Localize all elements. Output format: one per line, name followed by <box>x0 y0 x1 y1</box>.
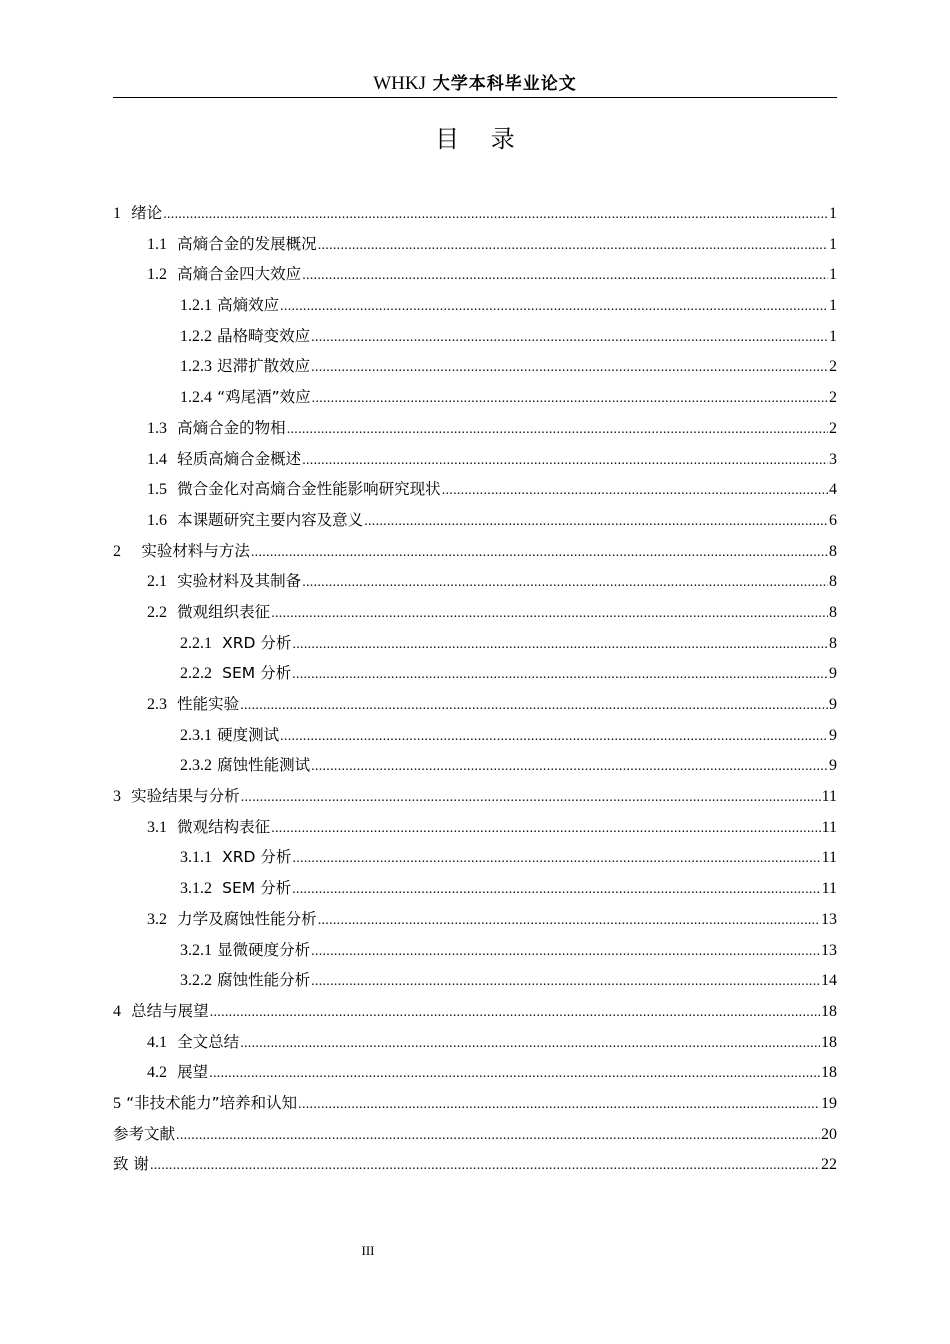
toc-entry-title: “非技术能力”培养和认知 <box>126 1093 298 1112</box>
toc-entry-page: 11 <box>821 849 837 867</box>
toc-dot-leader <box>318 231 828 262</box>
toc-entry-label <box>180 382 311 414</box>
toc-entry-label <box>147 597 270 629</box>
toc-entry-number: 3.2.2 <box>180 972 212 990</box>
toc-entry-title: SEM 分析 <box>222 664 292 683</box>
toc-entry[interactable] <box>113 1027 837 1058</box>
toc-entry[interactable] <box>113 259 837 290</box>
toc-entry-title: 全文总结 <box>177 1032 240 1051</box>
toc-entry-page: 18 <box>821 1002 837 1020</box>
toc-entry[interactable] <box>113 658 837 689</box>
toc-dot-leader <box>318 906 820 937</box>
toc-entry-gap <box>167 479 177 498</box>
page-header <box>113 72 837 96</box>
toc-entry-gap <box>121 1001 131 1020</box>
toc-dot-leader <box>251 538 828 569</box>
toc-entry[interactable] <box>113 229 837 260</box>
table-of-contents <box>113 198 837 1180</box>
toc-entry[interactable] <box>113 842 837 873</box>
toc-entry[interactable] <box>113 965 837 996</box>
toc-entry-title: 高熵合金的发展概况 <box>177 234 317 253</box>
toc-dot-leader <box>210 998 820 1029</box>
toc-entry[interactable] <box>113 536 837 567</box>
toc-entry[interactable] <box>113 720 837 751</box>
toc-entry-page: 11 <box>821 788 837 806</box>
toc-entry-title: 高熵合金的物相 <box>177 418 286 437</box>
toc-entry-page: 13 <box>821 941 837 959</box>
toc-entry[interactable] <box>113 413 837 444</box>
toc-entry-label <box>180 290 279 322</box>
toc-entry-label <box>180 842 291 874</box>
toc-entry-label <box>113 781 240 813</box>
toc-entry-number: 2.3.2 <box>180 757 212 775</box>
toc-entry-title: 性能实验 <box>177 695 240 713</box>
toc-entry-number: 1.4 <box>147 450 167 468</box>
toc-entry[interactable] <box>113 812 837 843</box>
toc-entry-number: 4.2 <box>147 1064 167 1082</box>
toc-entry-number: 1.2.1 <box>180 297 212 315</box>
toc-entry-title: 腐蚀性能分析 <box>217 971 311 990</box>
toc-entry-number: 3.1.2 <box>180 880 212 898</box>
toc-entry-page: 8 <box>829 603 837 621</box>
toc-entry-page: 8 <box>829 573 837 591</box>
toc-entry-number: 2.1 <box>147 573 167 591</box>
toc-entry[interactable] <box>113 689 837 720</box>
toc-entry-title: 高熵效应 <box>217 296 280 315</box>
toc-entry-title: 展望 <box>177 1063 209 1082</box>
toc-entry[interactable] <box>113 628 837 659</box>
toc-entry-label <box>113 1119 175 1150</box>
toc-entry-title: “鸡尾酒”效应 <box>217 388 311 407</box>
toc-dot-leader <box>311 752 828 783</box>
toc-entry-number: 2 <box>113 542 121 560</box>
toc-entry-title: 微观结构表征 <box>177 817 271 836</box>
toc-entry-label <box>147 904 317 936</box>
toc-entry-gap <box>167 694 177 713</box>
toc-entry-page: 1 <box>829 205 837 222</box>
toc-entry-number: 1.5 <box>147 481 167 499</box>
toc-entry-title: SEM 分析 <box>222 879 292 898</box>
toc-entry[interactable] <box>113 996 837 1027</box>
toc-entry-gap <box>121 203 131 222</box>
toc-entry-number: 1 <box>113 205 121 222</box>
toc-entry[interactable] <box>113 904 837 935</box>
toc-entry-label <box>147 474 441 506</box>
toc-entry-label <box>180 658 291 690</box>
toc-dot-leader <box>280 722 828 753</box>
toc-dot-leader <box>163 200 828 231</box>
toc-entry-gap <box>212 847 222 866</box>
toc-entry-number: 4.1 <box>147 1033 167 1051</box>
toc-entry-number: 1.6 <box>147 511 167 529</box>
toc-entry-number: 1.1 <box>147 235 167 253</box>
toc-entry-number: 3.2.1 <box>180 941 212 959</box>
toc-entry-gap <box>167 1032 177 1051</box>
toc-entry-page: 9 <box>829 665 837 683</box>
toc-entry-page: 9 <box>829 726 837 744</box>
toc-entry-title: 迟滞扩散效应 <box>217 357 311 376</box>
toc-entry-page: 2 <box>829 419 837 437</box>
toc-dot-leader <box>280 292 828 323</box>
toc-dot-leader <box>302 568 828 599</box>
toc-entry-number: 3 <box>113 788 121 806</box>
toc-entry-page: 9 <box>829 696 837 713</box>
toc-dot-leader <box>302 261 828 292</box>
toc-entry-gap <box>167 1062 177 1081</box>
toc-entry[interactable] <box>113 505 837 536</box>
toc-dot-leader <box>287 415 828 446</box>
toc-entry-page: 22 <box>821 1156 837 1174</box>
toc-entry[interactable] <box>113 321 837 352</box>
toc-entry-label <box>113 996 209 1028</box>
toc-entry[interactable] <box>113 382 837 413</box>
header-brand: WHKJ <box>373 73 427 94</box>
toc-entry-page: 1 <box>829 235 837 253</box>
toc-entry-gap <box>212 633 222 652</box>
toc-entry-title: 绪论 <box>131 204 163 222</box>
toc-entry-page: 1 <box>829 327 837 345</box>
toc-dot-leader <box>240 1029 820 1060</box>
toc-dot-leader <box>311 323 828 354</box>
toc-entry-page: 8 <box>829 542 837 560</box>
toc-dot-leader <box>209 1059 820 1090</box>
toc-entry-page: 3 <box>829 450 837 468</box>
toc-entry[interactable] <box>113 1088 837 1119</box>
toc-dot-leader <box>298 1090 820 1121</box>
toc-entry-gap <box>167 909 177 928</box>
toc-entry[interactable] <box>113 1149 837 1180</box>
toc-dot-leader <box>292 660 828 691</box>
toc-entry-label <box>147 259 301 291</box>
toc-entry-label <box>147 689 239 721</box>
toc-entry[interactable] <box>113 444 837 475</box>
toc-entry-title: 硬度测试 <box>217 725 280 744</box>
toc-entry-label <box>147 566 301 598</box>
toc-entry-number: 1.2.3 <box>180 358 212 376</box>
toc-entry-label <box>113 1088 297 1120</box>
toc-entry-number: 5 <box>113 1094 121 1112</box>
toc-entry-number: 1.2 <box>147 266 167 284</box>
toc-dot-leader <box>302 446 828 477</box>
toc-title: 目 录 <box>435 125 527 153</box>
toc-dot-leader <box>311 353 828 384</box>
toc-entry-gap <box>167 264 177 283</box>
toc-entry-label <box>147 444 301 476</box>
toc-entry-title: 力学及腐蚀性能分析 <box>177 909 317 928</box>
toc-entry[interactable] <box>113 597 837 628</box>
toc-entry-page: 8 <box>829 634 837 652</box>
toc-entry[interactable] <box>113 351 837 382</box>
toc-entry-number: 1.2.2 <box>180 327 212 345</box>
toc-entry-number: 3.1.1 <box>180 849 212 867</box>
toc-entry-page: 18 <box>821 1033 837 1051</box>
toc-entry-gap <box>212 878 222 897</box>
toc-entry-page: 13 <box>821 910 837 928</box>
toc-entry[interactable] <box>113 290 837 321</box>
toc-entry-page: 4 <box>829 481 837 499</box>
toc-entry-page: 1 <box>829 297 837 315</box>
toc-entry[interactable] <box>113 1057 837 1088</box>
toc-entry-label <box>147 812 270 844</box>
toc-entry-page: 2 <box>829 389 837 407</box>
toc-entry-label <box>113 198 162 230</box>
toc-entry-title: XRD 分析 <box>222 848 292 867</box>
toc-dot-leader <box>312 384 828 415</box>
toc-entry-label <box>147 505 363 537</box>
toc-entry-title: 高熵合金四大效应 <box>177 265 302 284</box>
toc-dot-leader <box>442 476 828 507</box>
toc-dot-leader <box>292 875 820 906</box>
toc-entry-number: 2.2 <box>147 603 167 621</box>
toc-entry-number: 4 <box>113 1002 121 1020</box>
toc-entry-label <box>180 965 310 997</box>
toc-entry[interactable] <box>113 935 837 966</box>
toc-entry-number: 1.3 <box>147 419 167 437</box>
toc-dot-leader <box>271 599 828 630</box>
toc-entry-number: 2.2.1 <box>180 634 212 652</box>
toc-entry-title: 实验材料与方法 <box>141 541 250 560</box>
toc-entry-label <box>113 1149 149 1180</box>
toc-entry-gap <box>167 418 177 437</box>
page-number: III <box>361 1243 375 1258</box>
toc-entry-gap <box>121 786 131 805</box>
toc-entry-title: 轻质高熵合金概述 <box>177 449 302 468</box>
toc-entry-page: 14 <box>821 972 837 990</box>
toc-entry-label <box>147 1057 208 1089</box>
toc-entry-page: 11 <box>821 818 837 836</box>
toc-entry-page: 19 <box>821 1094 837 1112</box>
header-rule <box>113 97 837 98</box>
toc-entry-number: 2.2.2 <box>180 665 212 683</box>
toc-dot-leader <box>292 630 828 661</box>
toc-dot-leader <box>292 844 820 875</box>
toc-entry[interactable] <box>113 750 837 781</box>
toc-entry-page: 6 <box>829 511 837 529</box>
toc-entry-gap <box>167 234 177 253</box>
toc-entry-title: 致 谢 <box>113 1155 149 1174</box>
toc-entry-label <box>180 873 291 905</box>
toc-entry-title: 晶格畸变效应 <box>217 326 311 345</box>
toc-entry-number: 3.1 <box>147 818 167 836</box>
toc-entry-title: 总结与展望 <box>131 1001 209 1020</box>
toc-entry-title: 显微硬度分析 <box>217 940 311 959</box>
toc-entry[interactable] <box>113 873 837 904</box>
toc-entry-gap <box>167 571 177 590</box>
toc-entry-page: 20 <box>821 1125 837 1143</box>
toc-dot-leader <box>176 1121 820 1152</box>
toc-entry-title: 微合金化对高熵合金性能影响研究现状 <box>177 480 441 499</box>
toc-dot-leader <box>311 967 820 998</box>
toc-entry-page: 11 <box>821 880 837 898</box>
toc-entry[interactable] <box>113 1119 837 1150</box>
toc-entry-label <box>147 229 317 261</box>
toc-entry-title: 本课题研究主要内容及意义 <box>177 510 364 529</box>
toc-entry-page: 9 <box>829 757 837 775</box>
toc-dot-leader <box>271 814 820 845</box>
toc-entry-page: 1 <box>829 266 837 284</box>
toc-entry[interactable] <box>113 198 837 229</box>
toc-entry-title: 参考文献 <box>113 1124 176 1143</box>
toc-entry-number: 2.3.1 <box>180 726 212 744</box>
toc-entry-page: 2 <box>829 358 837 376</box>
toc-entry-number: 3.2 <box>147 910 167 928</box>
toc-entry-label <box>147 413 286 445</box>
toc-entry[interactable] <box>113 566 837 597</box>
toc-entry-title: XRD 分析 <box>222 633 292 652</box>
toc-entry-label <box>147 1027 239 1059</box>
toc-entry-gap <box>167 449 177 468</box>
toc-entry-page: 18 <box>821 1064 837 1082</box>
toc-dot-leader <box>150 1151 820 1182</box>
toc-entry-label <box>113 536 250 568</box>
header-title: 大学本科毕业论文 <box>432 74 577 94</box>
toc-entry-label <box>180 628 291 660</box>
toc-entry-label <box>180 351 310 383</box>
toc-dot-leader <box>240 691 828 722</box>
toc-entry-title: 实验结果与分析 <box>131 787 240 806</box>
toc-entry-gap <box>167 510 177 529</box>
toc-entry[interactable] <box>113 781 837 812</box>
toc-dot-leader <box>241 783 821 814</box>
toc-entry-number: 1.2.4 <box>180 389 212 407</box>
toc-entry[interactable] <box>113 474 837 505</box>
toc-entry-gap <box>212 663 222 682</box>
toc-entry-label <box>180 750 310 782</box>
toc-entry-label <box>180 720 279 752</box>
toc-entry-label <box>180 321 310 353</box>
toc-entry-label <box>180 935 310 967</box>
toc-dot-leader <box>311 937 820 968</box>
toc-entry-title: 实验材料及其制备 <box>177 572 302 591</box>
toc-entry-gap <box>167 602 177 621</box>
toc-entry-title: 腐蚀性能测试 <box>217 756 311 775</box>
toc-dot-leader <box>364 507 828 538</box>
toc-entry-gap <box>167 817 177 836</box>
toc-entry-gap <box>121 541 141 560</box>
toc-entry-number: 2.3 <box>147 696 167 713</box>
toc-entry-title: 微观组织表征 <box>177 602 271 621</box>
